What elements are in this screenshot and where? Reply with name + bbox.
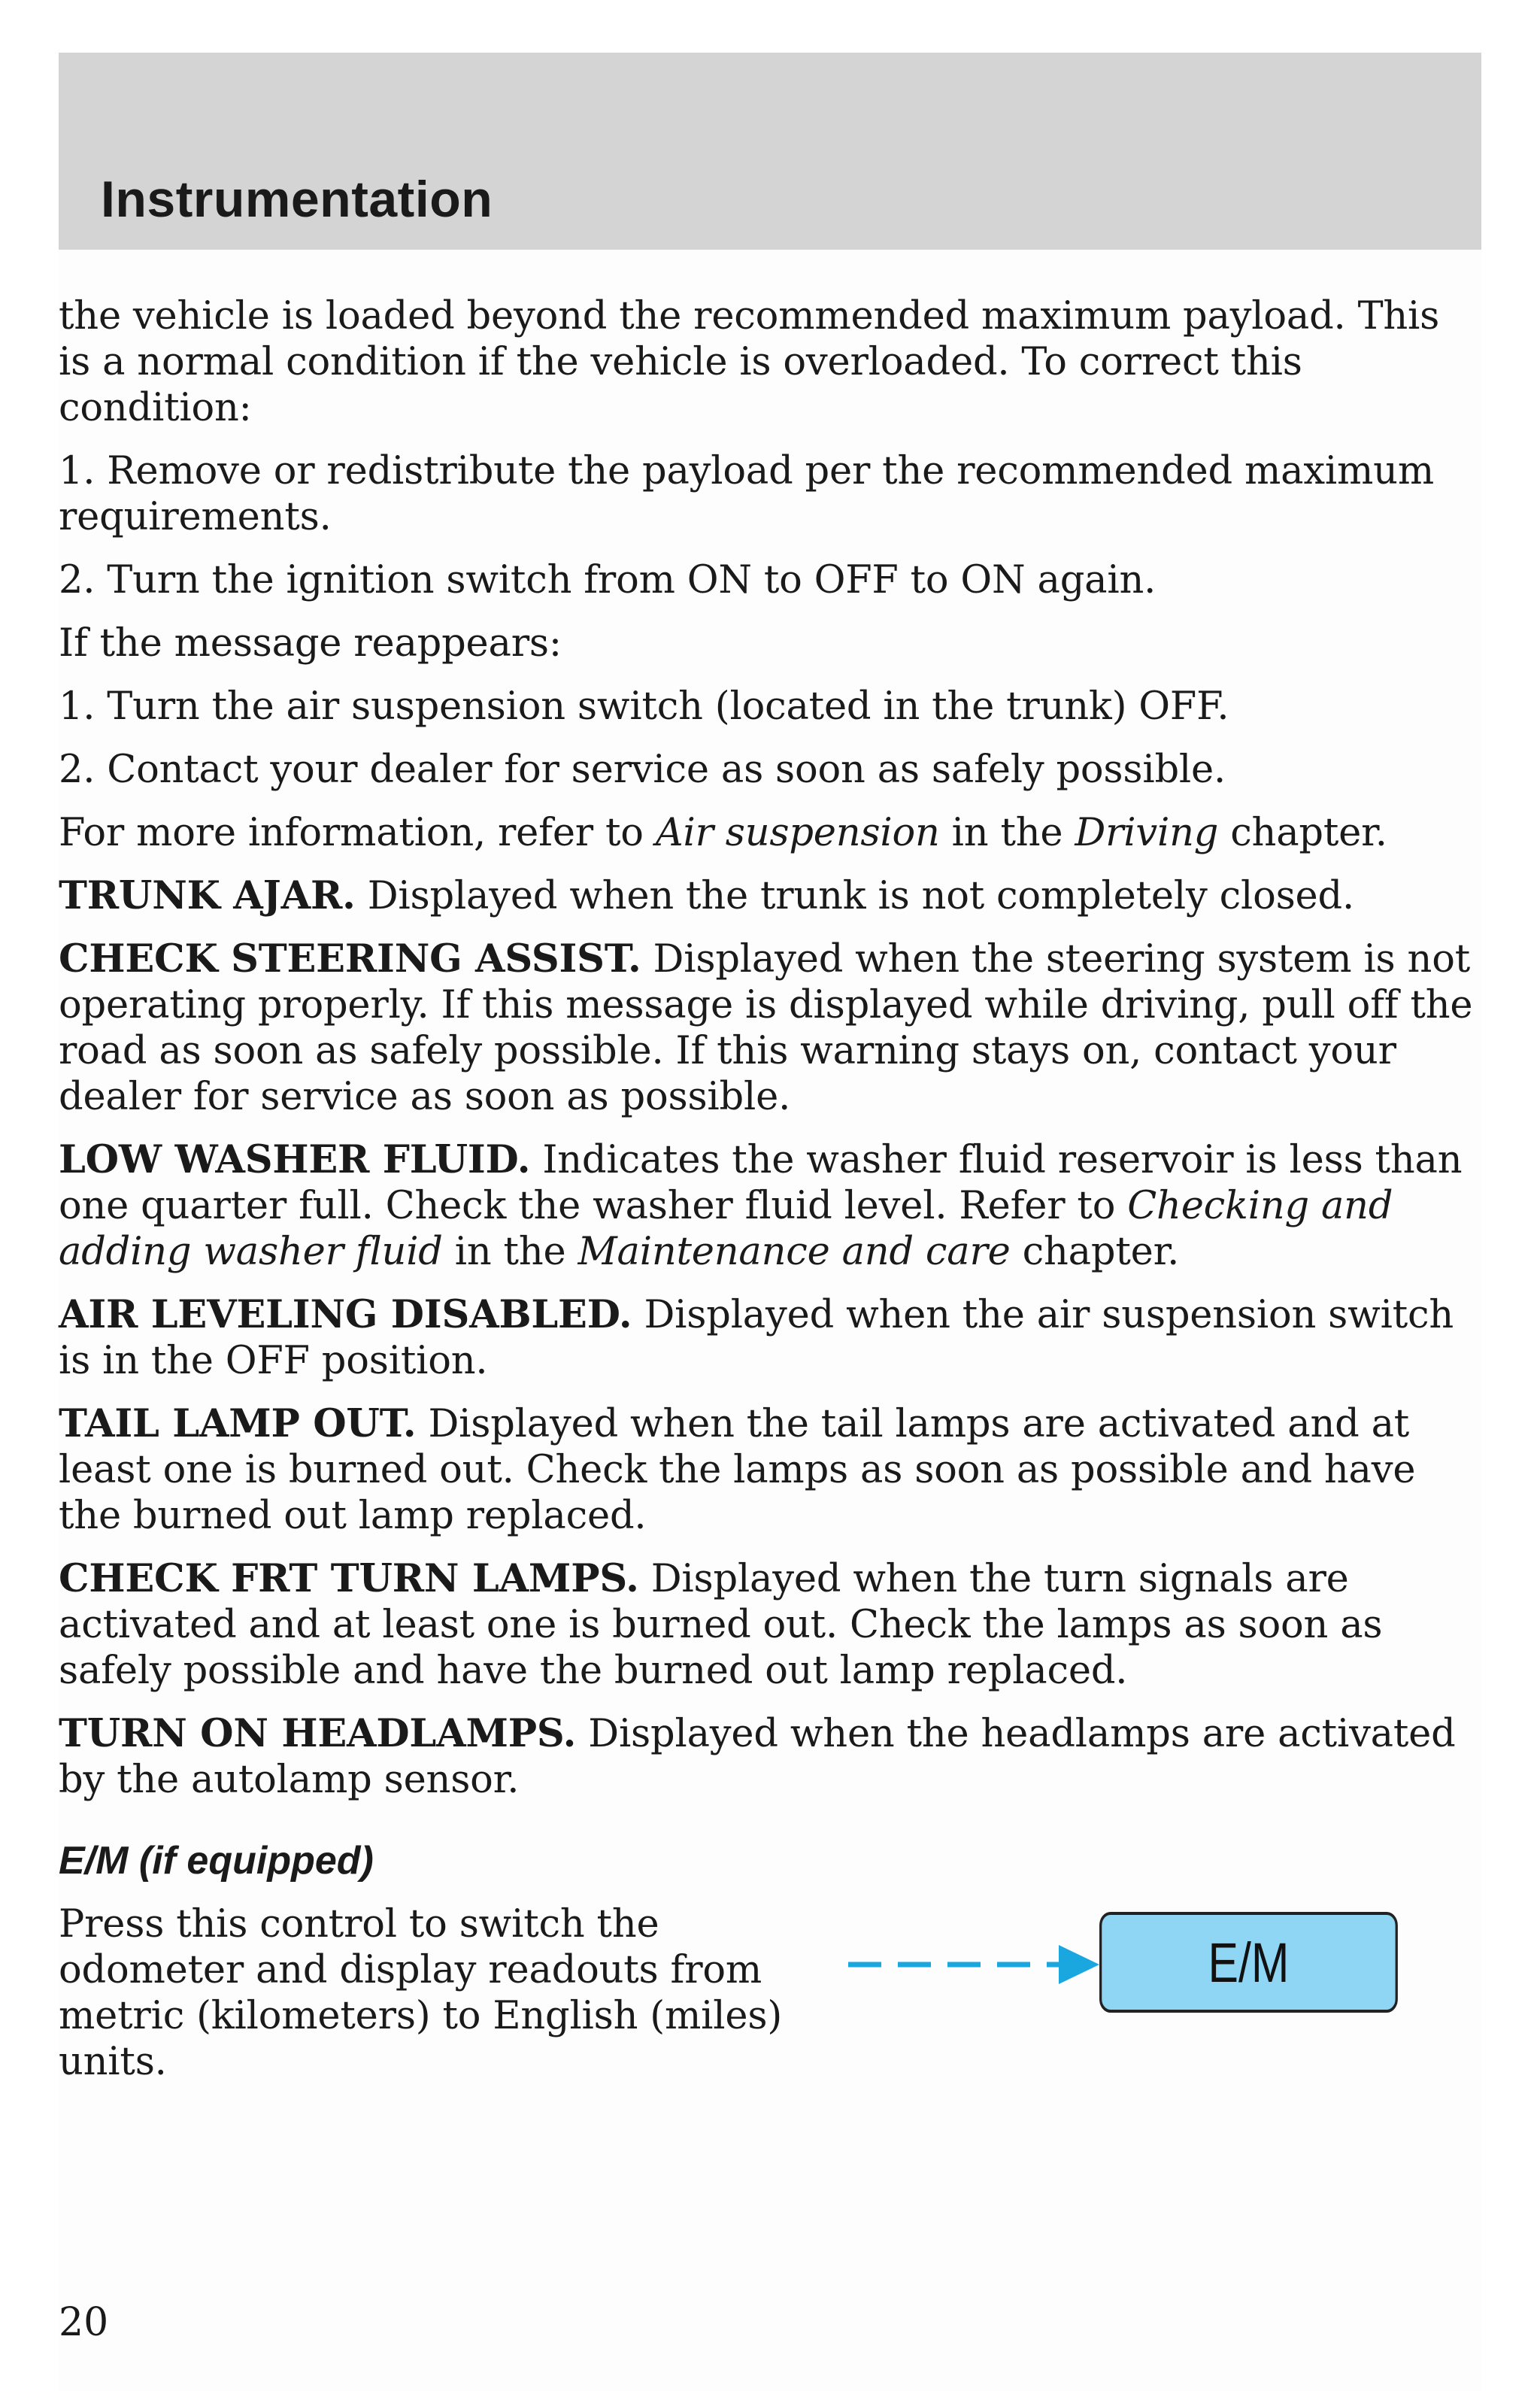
text-run: chapter. [1218,811,1387,855]
body-text [59,293,1481,1820]
paragraph [59,810,1481,856]
paragraph: 1. Remove or redistribute the payload per the recommended maximum requirements. [59,449,1434,539]
message-term: AIR LEVELING DISABLED. [59,1292,632,1337]
cross-reference: Driving [1075,811,1219,855]
message-description: Displayed when the turn signals are activated and at least one is burned out. Check the lamps as soon as safely possible and have the burned out lamp replaced. [59,1557,1383,1693]
cross-reference: Checking and adding washer fluid [59,1184,1393,1274]
em-section-heading: E/M (if equipped) [59,1839,374,1883]
message-description: Displayed when the trunk is not completely closed. [355,874,1354,918]
message-description: Displayed when the air suspension switch is in the OFF position. [59,1293,1454,1383]
message-entry-trunk-ajar [59,873,1481,919]
text-run: in the [939,811,1075,855]
message-term: TAIL LAMP OUT. [59,1401,417,1446]
message-description: Displayed when the tail lamps are activated and at least one is burned out. Check the lamps as soon as possible and have the burned out lamp replaced. [59,1402,1416,1538]
paragraph: the vehicle is loaded beyond the recommended maximum payload. This is a normal condition if the vehicle is overloaded. To correct this condition: [59,294,1440,430]
message-term: CHECK FRT TURN LAMPS. [59,1556,639,1601]
paragraph: 2. Contact your dealer for service as soon as safely possible. [59,748,1226,792]
message-entry-turn-on-headlamps [59,1711,1481,1803]
paragraph: 1. Turn the air suspension switch (located in the trunk) OFF. [59,684,1229,729]
message-term: TRUNK AJAR. [59,873,356,918]
message-entry-air-leveling-disabled [59,1292,1481,1384]
section-title: Instrumentation [101,171,493,228]
message-entry-tail-lamp-out [59,1401,1481,1539]
message-entry-low-washer-fluid [59,1137,1481,1275]
message-entry-check-steering-assist [59,936,1481,1120]
paragraph: If the message reappears: [59,621,562,666]
paragraph: Press this control to switch the odometer and display readouts from metric (kilometers) to English (miles) units. [59,1902,783,2084]
text-run: in the [442,1230,578,1274]
cross-reference: Maintenance and care [578,1230,1011,1274]
paragraph: 2. Turn the ignition switch from ON to OFF to ON again. [59,558,1157,602]
dashed-arrow-right-icon [847,1937,1102,1992]
message-description: Displayed when the headlamps are activated by the autolamp sensor. [59,1712,1456,1802]
message-entry-check-frt-turn-lamps [59,1556,1481,1694]
message-term: LOW WASHER FLUID. [59,1137,531,1182]
text-run: For more information, refer to [59,811,656,855]
em-button[interactable]: E/M [1099,1912,1398,2013]
text-run: chapter. [1010,1230,1180,1274]
em-description [59,1901,796,2085]
message-term: TURN ON HEADLAMPS. [59,1711,577,1756]
message-description: Displayed when the steering system is not operating properly. If this message is displayed while driving, pull off the road as soon as safely possible. If this warning stays on, contact your dealer for service as soon as possible. [59,937,1473,1119]
page-number: 20 [59,2300,109,2345]
message-term: CHECK STEERING ASSIST. [59,936,641,982]
message-description: Indicates the washer fluid reservoir is less than one quarter full. Check the washer fluid level. Refer to [59,1138,1463,1228]
cross-reference: Air suspension [655,811,940,855]
